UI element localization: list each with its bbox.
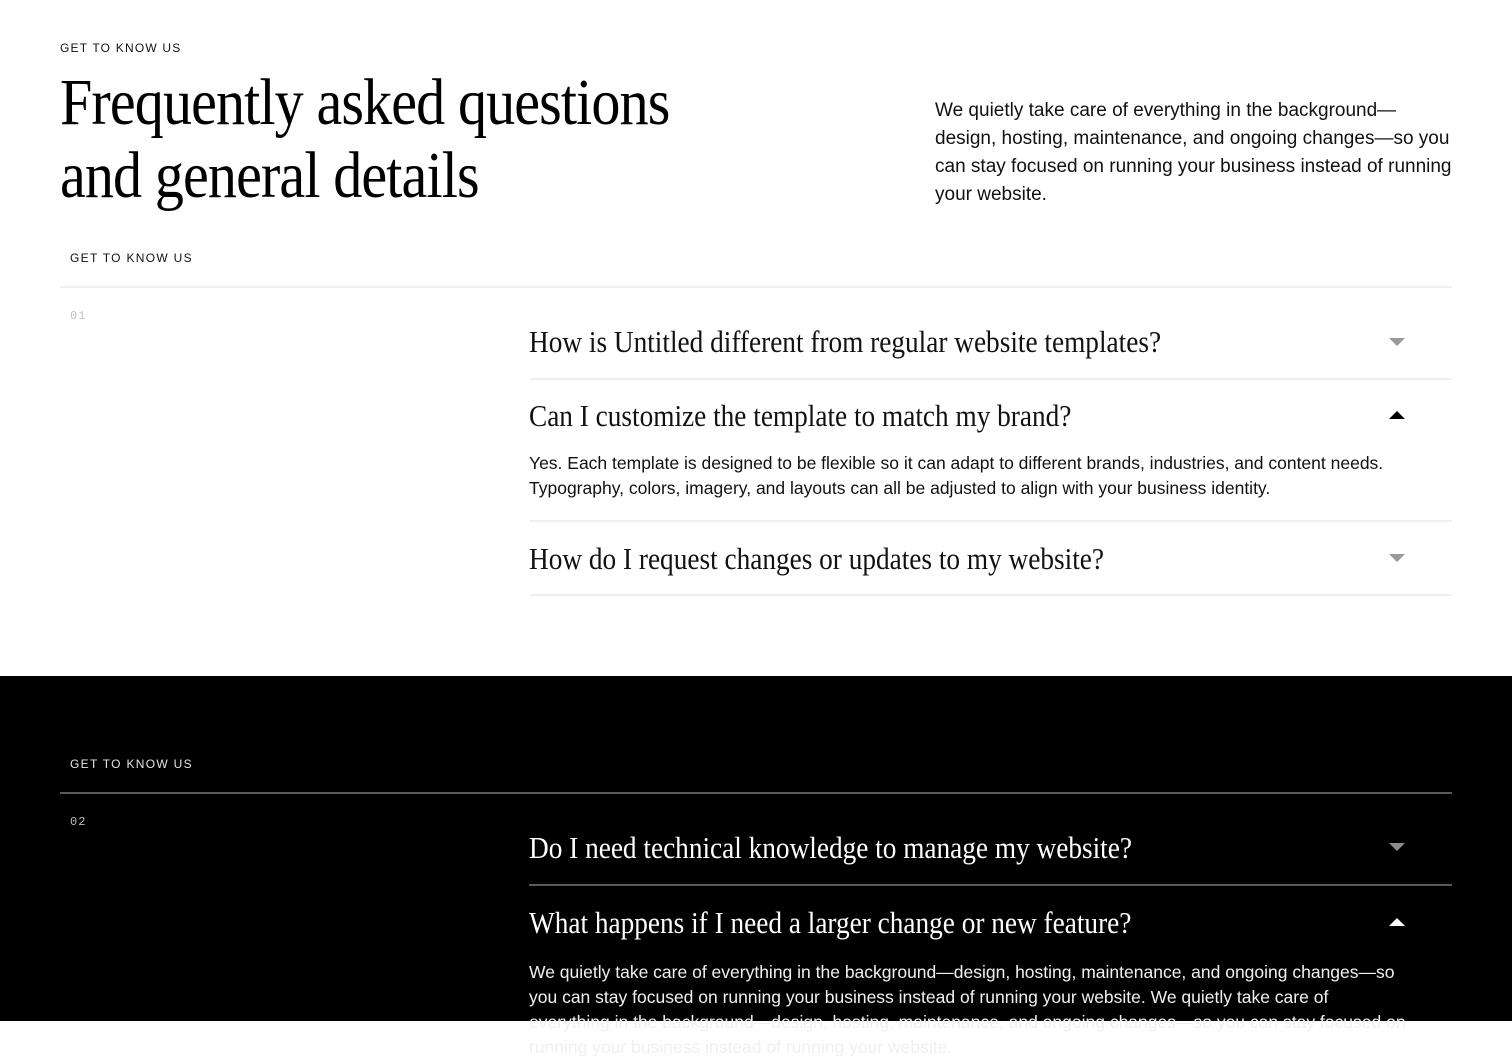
faq-section-dark (0, 676, 1512, 1057)
page-title-line-2: and general details (60, 139, 479, 212)
faq-answer: Yes. Each template is designed to be flexible so it can adapt to different brands, industries, and content needs. Typography, colors, imagery, and layouts can all be adjusted to align with your business identity. (529, 453, 1384, 498)
group-divider (60, 792, 1452, 794)
faq-divider (529, 520, 1452, 522)
faq-question: How is Untitled different from regular website templates? (529, 324, 1162, 359)
section-eyebrow: GET TO KNOW US (60, 41, 182, 55)
group-label: GET TO KNOW US (70, 757, 193, 771)
page-title (60, 66, 694, 212)
group-label: GET TO KNOW US (70, 251, 193, 265)
faq-divider (529, 884, 1452, 886)
chevron-down-icon[interactable] (1389, 843, 1405, 851)
group-number: 02 (70, 815, 87, 829)
chevron-up-icon[interactable] (1389, 411, 1405, 419)
faq-item[interactable] (529, 828, 1452, 868)
faq-question: What happens if I need a larger change or new feature? (529, 905, 1132, 940)
faq-divider (529, 378, 1452, 380)
faq-item[interactable] (529, 539, 1452, 579)
faq-item[interactable] (529, 322, 1452, 362)
chevron-down-icon[interactable] (1389, 554, 1405, 562)
faq-question: Do I need technical knowledge to manage my website? (529, 830, 1132, 865)
faq-answer: We quietly take care of everything in the background—design, hosting, maintenance, and ongoing changes—so you can stay focused on running your business instead of running your website. We quietly take care of everything in the background—design, hosting, maintenance, and ongoing changes—so you can stay focused on running your business instead of running your website. (529, 962, 1406, 1057)
group-divider (60, 286, 1452, 288)
group-number: 01 (70, 309, 87, 323)
faq-item-expanded[interactable] (529, 903, 1452, 943)
faq-divider (529, 594, 1452, 596)
page-title-line-1: Frequently asked questions (60, 66, 670, 139)
faq-question: How do I request changes or updates to my website? (529, 541, 1105, 576)
chevron-down-icon[interactable] (1389, 338, 1405, 346)
faq-question: Can I customize the template to match my brand? (529, 398, 1072, 433)
faq-item-expanded[interactable] (529, 396, 1452, 436)
chevron-up-icon[interactable] (1389, 918, 1405, 926)
intro-paragraph: We quietly take care of everything in the background—design, hosting, maintenance, and ongoing changes—so you can stay focused on running your business instead of running your website. (935, 100, 1452, 205)
